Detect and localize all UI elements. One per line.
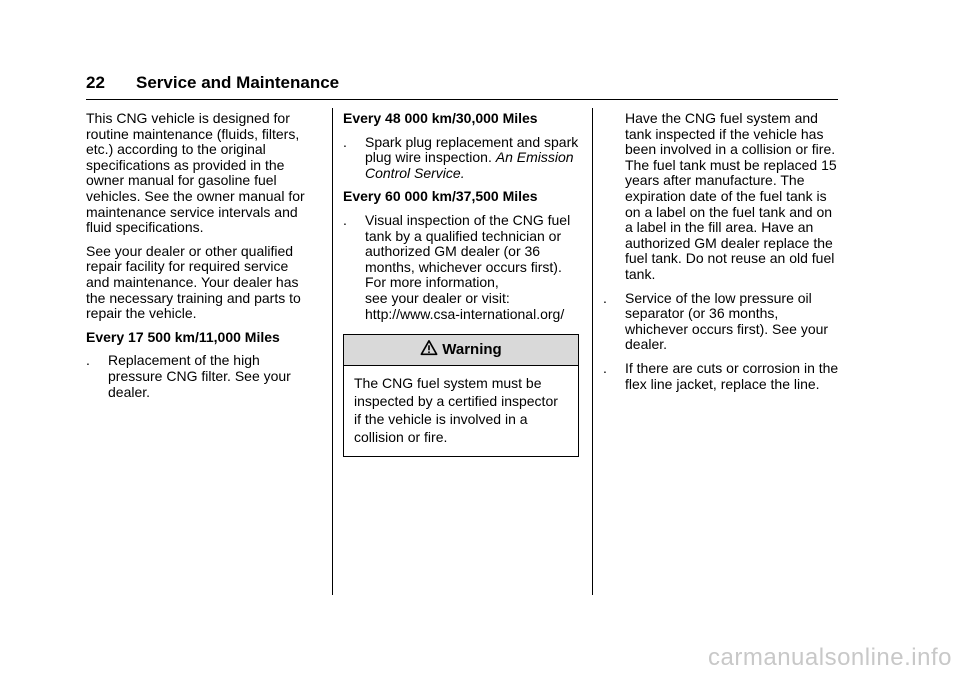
bullet-text: Spark plug replacement and spark plug wire inspection. [365,133,579,166]
list-item [343,213,583,275]
warning-title: Warning [442,341,502,359]
section-title: Service and Maintenance [136,73,340,92]
bullet-text: If there are cuts or corrosion in the flex line jacket, replace the line. [625,359,839,392]
list-item [603,291,843,353]
bullet-marker: . [603,289,607,306]
list-item [603,361,843,392]
warning-body: The CNG fuel system must be inspected by a certified inspector if the vehicle is involved in a collision or fire. [354,375,558,446]
csa-link[interactable]: http://www.csa-international.org/ [365,305,565,322]
column-divider-1 [332,108,333,595]
bullet-text: Replacement of the high pressure CNG filter. See your dealer. [108,352,291,400]
interval-heading-48000: Every 48 000 km/30,000 Miles [343,110,538,126]
watermark: carmanualsonline.info [708,644,952,671]
bullet-marker: . [343,211,347,228]
bullet-text: Service of the low pressure oil separator (or 36 months, whichever occurs first). See your dealer. [625,289,829,353]
column-1 [86,111,314,408]
bullet-text: Visual inspection of the CNG fuel tank by a qualified technician or authorized GM dealer (or 36 months, whichever occurs first). [365,211,571,275]
more-info-line: For more information, [365,274,499,291]
page-number: 22 [86,73,105,92]
page-header [86,72,838,100]
fuel-tank-paragraph: Have the CNG fuel system and tank inspected if the vehicle has been involved in a collision or fire. The fuel tank must be replaced 15 years after manufacture. The expiration date of the fuel tank is on a label on the fuel tank and on a label in the fill area. Have an authorized GM dealer replace the fuel tank. Do not reuse an old fuel tank. [625,110,837,282]
dealer-visit-line: see your dealer or visit: [365,289,510,306]
column-2 [343,111,583,457]
dealer-paragraph: See your dealer or other qualified repair facility for required service and maintenance. Your dealer has the necessary training and parts to repair the vehicle. [86,242,301,322]
list-item [343,135,583,182]
emission-service-note: An Emission Control Service. [365,149,574,181]
bullet-marker: . [86,352,90,369]
column-divider-2 [592,108,593,595]
warning-header [344,335,578,366]
bullet-marker: . [343,133,347,150]
intro-paragraph: This CNG vehicle is designed for routine maintenance (fluids, filters, etc.) according to the original specifications as provided in the owner manual for gasoline fuel vehicles. See the owner manual for maintenance service intervals and fluid specifications. [86,110,305,236]
interval-heading-60000: Every 60 000 km/37,500 Miles [343,188,538,205]
warning-triangle-icon [420,339,438,357]
bullet-marker: . [603,359,607,376]
list-item [86,353,314,400]
column-3 [603,111,843,400]
warning-box [343,334,579,457]
interval-heading-17500: Every 17 500 km/11,000 Miles [86,328,280,345]
